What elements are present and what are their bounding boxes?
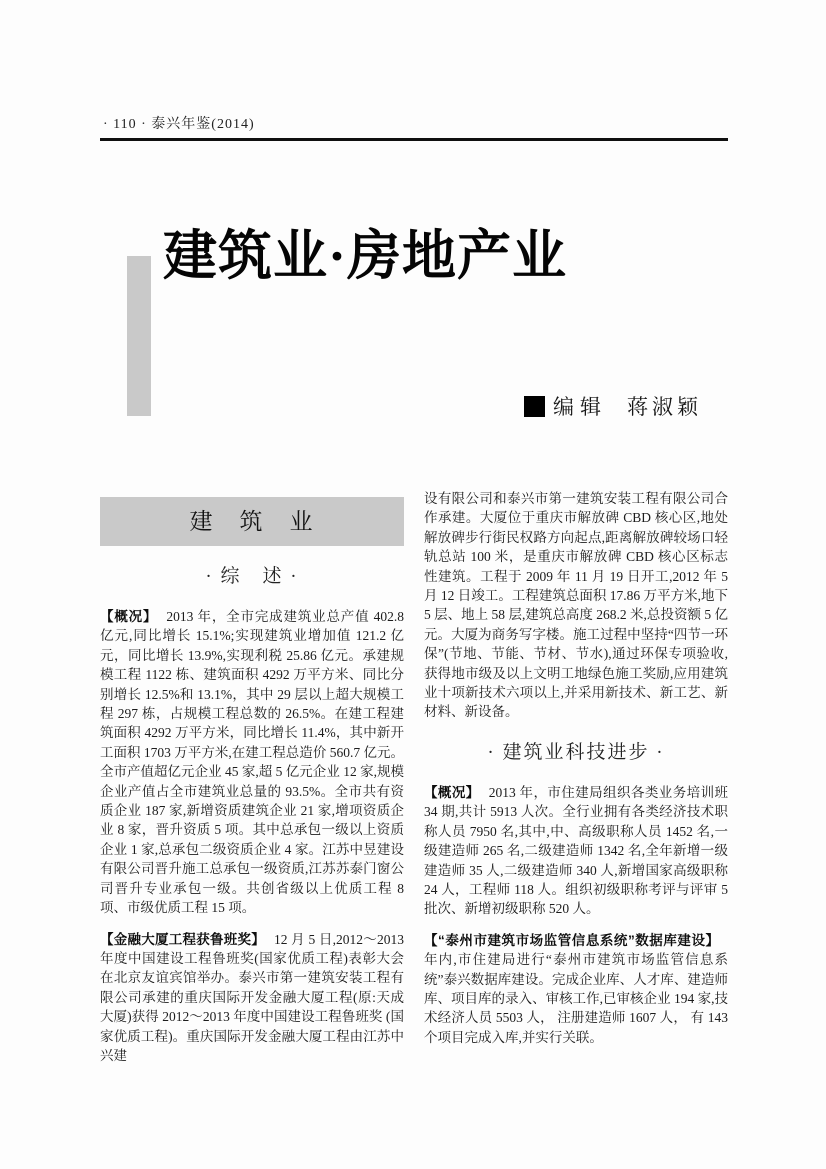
entry-text: 2013 年，市住建局组织各类业务培训班 34 期,共计 5913 人次。全行业拥有各类经济技术职称人员 7950 名,其中,中、高级职称人员 1452 名,一级建造师 265 名,二级建造师 1342 名,全年新增一级建造师 35 人,二级建造师 340 人,新增国家高级职称 24 人，工程师 118 人。组织初级职称考评与评审 5 批次、新增初级职称 520 人。 <box>424 784 729 917</box>
paragraph-continuation: 设有限公司和泰兴市第一建筑安装工程有限公司合作承建。大厦位于重庆市解放碑 CBD 核心区,地处解放碑步行街民权路方向起点,距离解放碑较场口轻轨总站 100 米，是重庆市解放碑 CBD 核心区标志性建筑。工程于 2009 年 11 月 19 日开工,2012 年 5 月 12 日竣工。工程建筑总面积 17.86 万平方米,地下 5 层、地上 58 层,建筑总高度 268.2 米,总投资额 5 亿元。大厦为商务写字楼。施工过程中坚持“四节一环保”(节地、节能、节材、节水),通过环保专项验收,获得地市级及以上文明工地绿色施工奖励,应用建筑业十项新技术六项以上,并采用新技术、新工艺、新材料、新设备。 <box>424 491 728 720</box>
right-column <box>424 489 728 1047</box>
section-banner-construction <box>100 497 404 546</box>
paragraph-overview <box>100 607 404 918</box>
entry-label: 【概况】 <box>424 784 480 800</box>
running-head: · 110 · 泰兴年鉴(2014) <box>103 117 255 132</box>
entry-label: 【“泰州市建筑市场监管信息系统”数据库建设】 <box>424 932 719 948</box>
title-decoration-bar <box>127 256 151 416</box>
entry-text: 2013 年，全市完成建筑业总产值 402.8 亿元,同比增长 15.1%;实现建筑业增加值 121.2 亿元，同比增长 13.9%,实现利税 25.86 亿元。承建规模工程 1122 栋、建筑面积 4292 万平方米、同比分别增长 12.5%和 13.1%，其中 29 层以上超大规模工程 297 栋，占规模工程总数的 26.5%。在建工程建筑面积 4292 万平方米，同比增长 11.4%，其中新开工面积 1703 万平方米,在建工程总造价 560.7 亿元。全市产值超亿元企业 45 家,超 5 亿元企业 12 家,规模企业产值占全市建筑业总量的 93.5%。全市共有资质企业 187 家,新增资质建筑企业 21 家,增项资质企业 8 家，晋升资质 5 项。其中总承包一级以上资质企业 1 家,总承包二级资质企业 4 家。江苏中昱建设有限公司晋升施工总承包一级资质,江苏苏泰门窗公司晋升专业承包一级。共创省级以上优质工程 8 项、市级优质工程 15 项。 <box>100 609 405 916</box>
left-column <box>100 497 404 1065</box>
header-rule <box>100 138 728 141</box>
editor-label: 编辑 <box>553 395 607 419</box>
paragraph-luban-award <box>100 930 404 1066</box>
entry-label: 【金融大厦工程获鲁班奖】 <box>100 931 265 947</box>
paragraph-tech-overview <box>424 783 728 919</box>
entry-label: 【概况】 <box>100 609 158 624</box>
entry-text: 年内,市住建局进行“泰州市建筑市场监管信息系统”泰兴数据库建设。完成企业库、人才库、建造师库、项目库的录入、审核工作,已审核企业 194 家,技术经济人员 5503 人， 注册建造师 1607 人， 有 143 个项目完成入库,并实行关联。 <box>424 952 728 1045</box>
chapter-title: 建筑业·房地产业 <box>163 226 568 286</box>
subsection-heading-tech-progress: · 建筑业科技进步 · <box>487 741 665 763</box>
editor-line <box>524 391 702 421</box>
editor-name: 蒋淑颖 <box>627 395 702 419</box>
paragraph-database-construction <box>424 931 728 1047</box>
entry-text: 12 月 5 日,2012～2013 年度中国建设工程鲁班奖(国家优质工程)表彰大会在北京友谊宾馆举办。泰兴市第一建筑安装工程有限公司承建的重庆国际开发金融大厦工程(原:天成大厦)获得 2012～2013 年度中国建设工程鲁班奖 (国家优质工程)。重庆国际开发金融大厦工程由江苏中兴建 <box>100 931 404 1063</box>
subsection-heading-overview: · 综 述 · <box>205 566 299 587</box>
section-banner-label: 建 筑 业 <box>189 508 315 534</box>
editor-marker-square-icon <box>524 396 545 417</box>
